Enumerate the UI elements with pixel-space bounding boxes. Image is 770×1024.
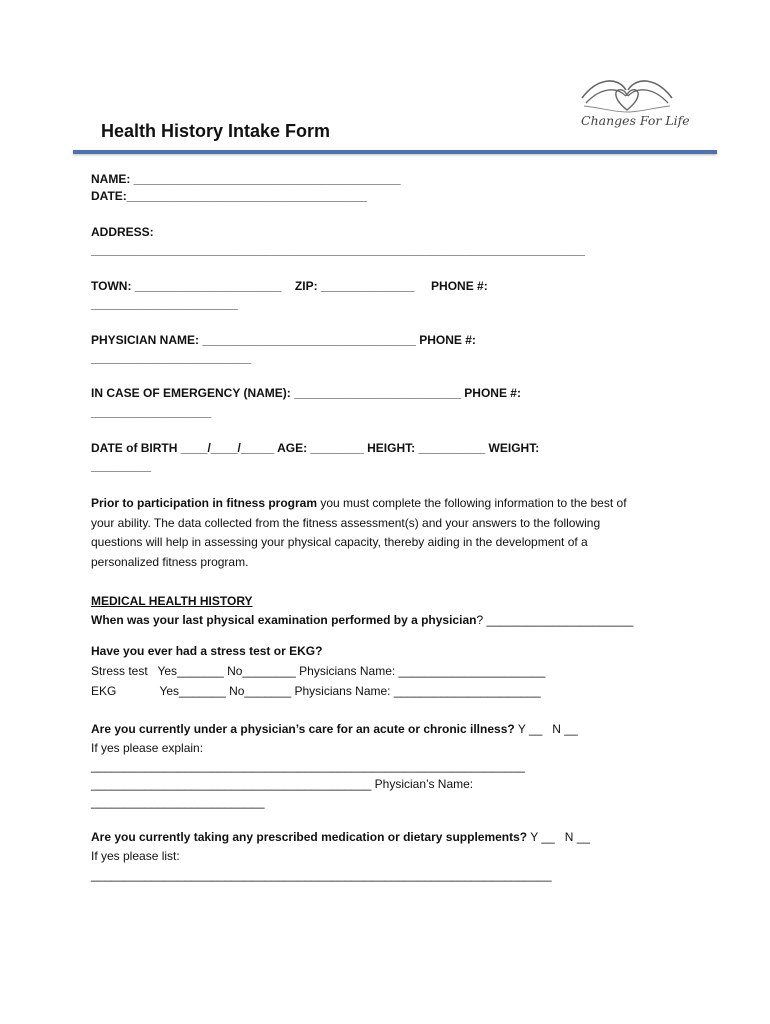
- intro-line-2: your ability. The data collected from the fitness assessment(s) and your answers to the following: [91, 516, 601, 530]
- last-physical-question[interactable]: [91, 613, 633, 627]
- header-divider: [73, 150, 717, 154]
- emergency-contact-row[interactable]: IN CASE OF EMERGENCY (NAME): _________________________ PHONE #:: [91, 386, 521, 400]
- town-zip-phone-row[interactable]: TOWN: ______________________ ZIP: ______________ PHONE #:: [91, 279, 488, 293]
- physician-phone-field[interactable]: ________________________: [91, 351, 252, 365]
- stress-test-row[interactable]: Stress test Yes_______ No________ Physicians Name: ______________________: [91, 664, 546, 678]
- phone-field-continued[interactable]: ______________________: [91, 297, 238, 311]
- intro-line-4: personalized fitness program.: [91, 555, 249, 569]
- medication-label: Are you currently taking any prescribed medication or dietary supplements?: [91, 830, 528, 844]
- brand-name: Changes For Life: [581, 113, 690, 128]
- address-field[interactable]: __________________________________________________________________________: [91, 243, 585, 257]
- physician-care-question[interactable]: [91, 722, 578, 736]
- medication-yn[interactable]: Y __ N __: [527, 830, 591, 844]
- physician-care-label: Are you currently under a physician’s care for an acute or chronic illness?: [91, 722, 515, 736]
- date-field[interactable]: DATE:____________________________________: [91, 189, 368, 203]
- address-label: ADDRESS:: [91, 225, 154, 239]
- ekg-row[interactable]: EKG Yes_______ No_______ Physicians Name: ______________________: [91, 684, 541, 698]
- stress-test-question: Have you ever had a stress test or EKG?: [91, 644, 323, 658]
- intro-line-1-rest: you must complete the following information to the best of: [317, 496, 627, 510]
- dob-age-height-weight-row[interactable]: DATE of BIRTH ____/____/_____ AGE: ________ HEIGHT: __________ WEIGHT:: [91, 441, 540, 455]
- explain-label: If yes please explain:: [91, 741, 204, 755]
- intro-line-3: questions will help in assessing your physical capacity, thereby aiding in the development of a: [91, 535, 588, 549]
- physician-name-row[interactable]: PHYSICIAN NAME: ________________________________ PHONE #:: [91, 333, 476, 347]
- last-physical-label: When was your last physical examination performed by a physician: [91, 613, 477, 627]
- physician-care-yn[interactable]: Y __ N __: [514, 722, 578, 736]
- explain-line-2[interactable]: __________________________________________ Physician’s Name:: [91, 777, 474, 791]
- name-field[interactable]: NAME: ________________________________________: [91, 172, 401, 186]
- medication-list-line[interactable]: _____________________________________________________________________: [91, 868, 552, 882]
- section-heading: MEDICAL HEALTH HISTORY: [91, 594, 253, 608]
- page-title: Health History Intake Form: [101, 121, 331, 141]
- emergency-phone-field[interactable]: __________________: [91, 405, 212, 419]
- list-label: If yes please list:: [91, 849, 180, 863]
- weight-field[interactable]: _________: [91, 459, 152, 473]
- last-physical-field[interactable]: ? ______________________: [476, 613, 634, 627]
- intro-line-1: [91, 496, 627, 510]
- explain-line-1[interactable]: _________________________________________________________________: [91, 759, 525, 773]
- intro-lead: Prior to participation in fitness program: [91, 496, 318, 510]
- physician-name-line[interactable]: __________________________: [91, 795, 265, 809]
- medication-question[interactable]: [91, 830, 590, 844]
